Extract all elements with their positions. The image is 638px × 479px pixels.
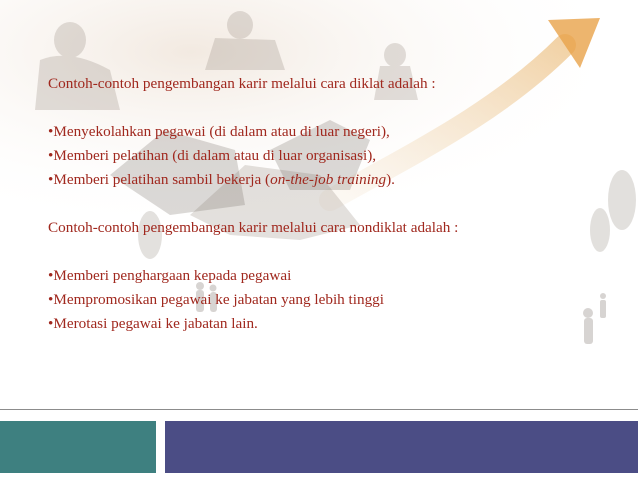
footer-purple-block bbox=[165, 421, 638, 473]
slide-body bbox=[48, 72, 593, 336]
bullet-icon: • bbox=[48, 291, 54, 308]
spacer bbox=[48, 192, 593, 216]
list-item bbox=[48, 144, 593, 168]
list-item-text: Menyekolahkan pegawai (di dalam atau di luar negeri), bbox=[53, 123, 390, 140]
list-item-text: Memberi pelatihan sambil bekerja ( bbox=[53, 171, 271, 188]
list-item-text: Mempromosikan pegawai ke jabatan yang lebih tinggi bbox=[53, 291, 384, 308]
list-item bbox=[48, 288, 593, 312]
bullet-icon: • bbox=[48, 267, 54, 284]
bullet-icon: • bbox=[48, 171, 54, 188]
list-item bbox=[48, 168, 593, 192]
list-item-italic-text: on-the-job training bbox=[270, 171, 387, 188]
spacer bbox=[48, 96, 593, 120]
list-item-text: Memberi pelatihan (di dalam atau di luar organisasi), bbox=[53, 147, 377, 164]
list-item-text: Memberi penghargaan kepada pegawai bbox=[53, 267, 292, 284]
intro-diklat: Contoh-contoh pengembangan karir melalui cara diklat adalah : bbox=[48, 75, 436, 92]
list-item bbox=[48, 264, 593, 288]
footer-divider bbox=[0, 409, 638, 410]
intro-nondiklat: Contoh-contoh pengembangan karir melalui cara nondiklat adalah : bbox=[48, 219, 459, 236]
spacer bbox=[48, 240, 593, 264]
bullet-icon: • bbox=[48, 147, 54, 164]
bullet-icon: • bbox=[48, 315, 54, 332]
list-item-text-end: ). bbox=[386, 171, 395, 188]
footer-teal-block bbox=[0, 421, 156, 473]
list-item bbox=[48, 120, 593, 144]
list-item bbox=[48, 312, 593, 336]
list-item-text: Merotasi pegawai ke jabatan lain. bbox=[53, 315, 258, 332]
bullet-icon: • bbox=[48, 123, 54, 140]
